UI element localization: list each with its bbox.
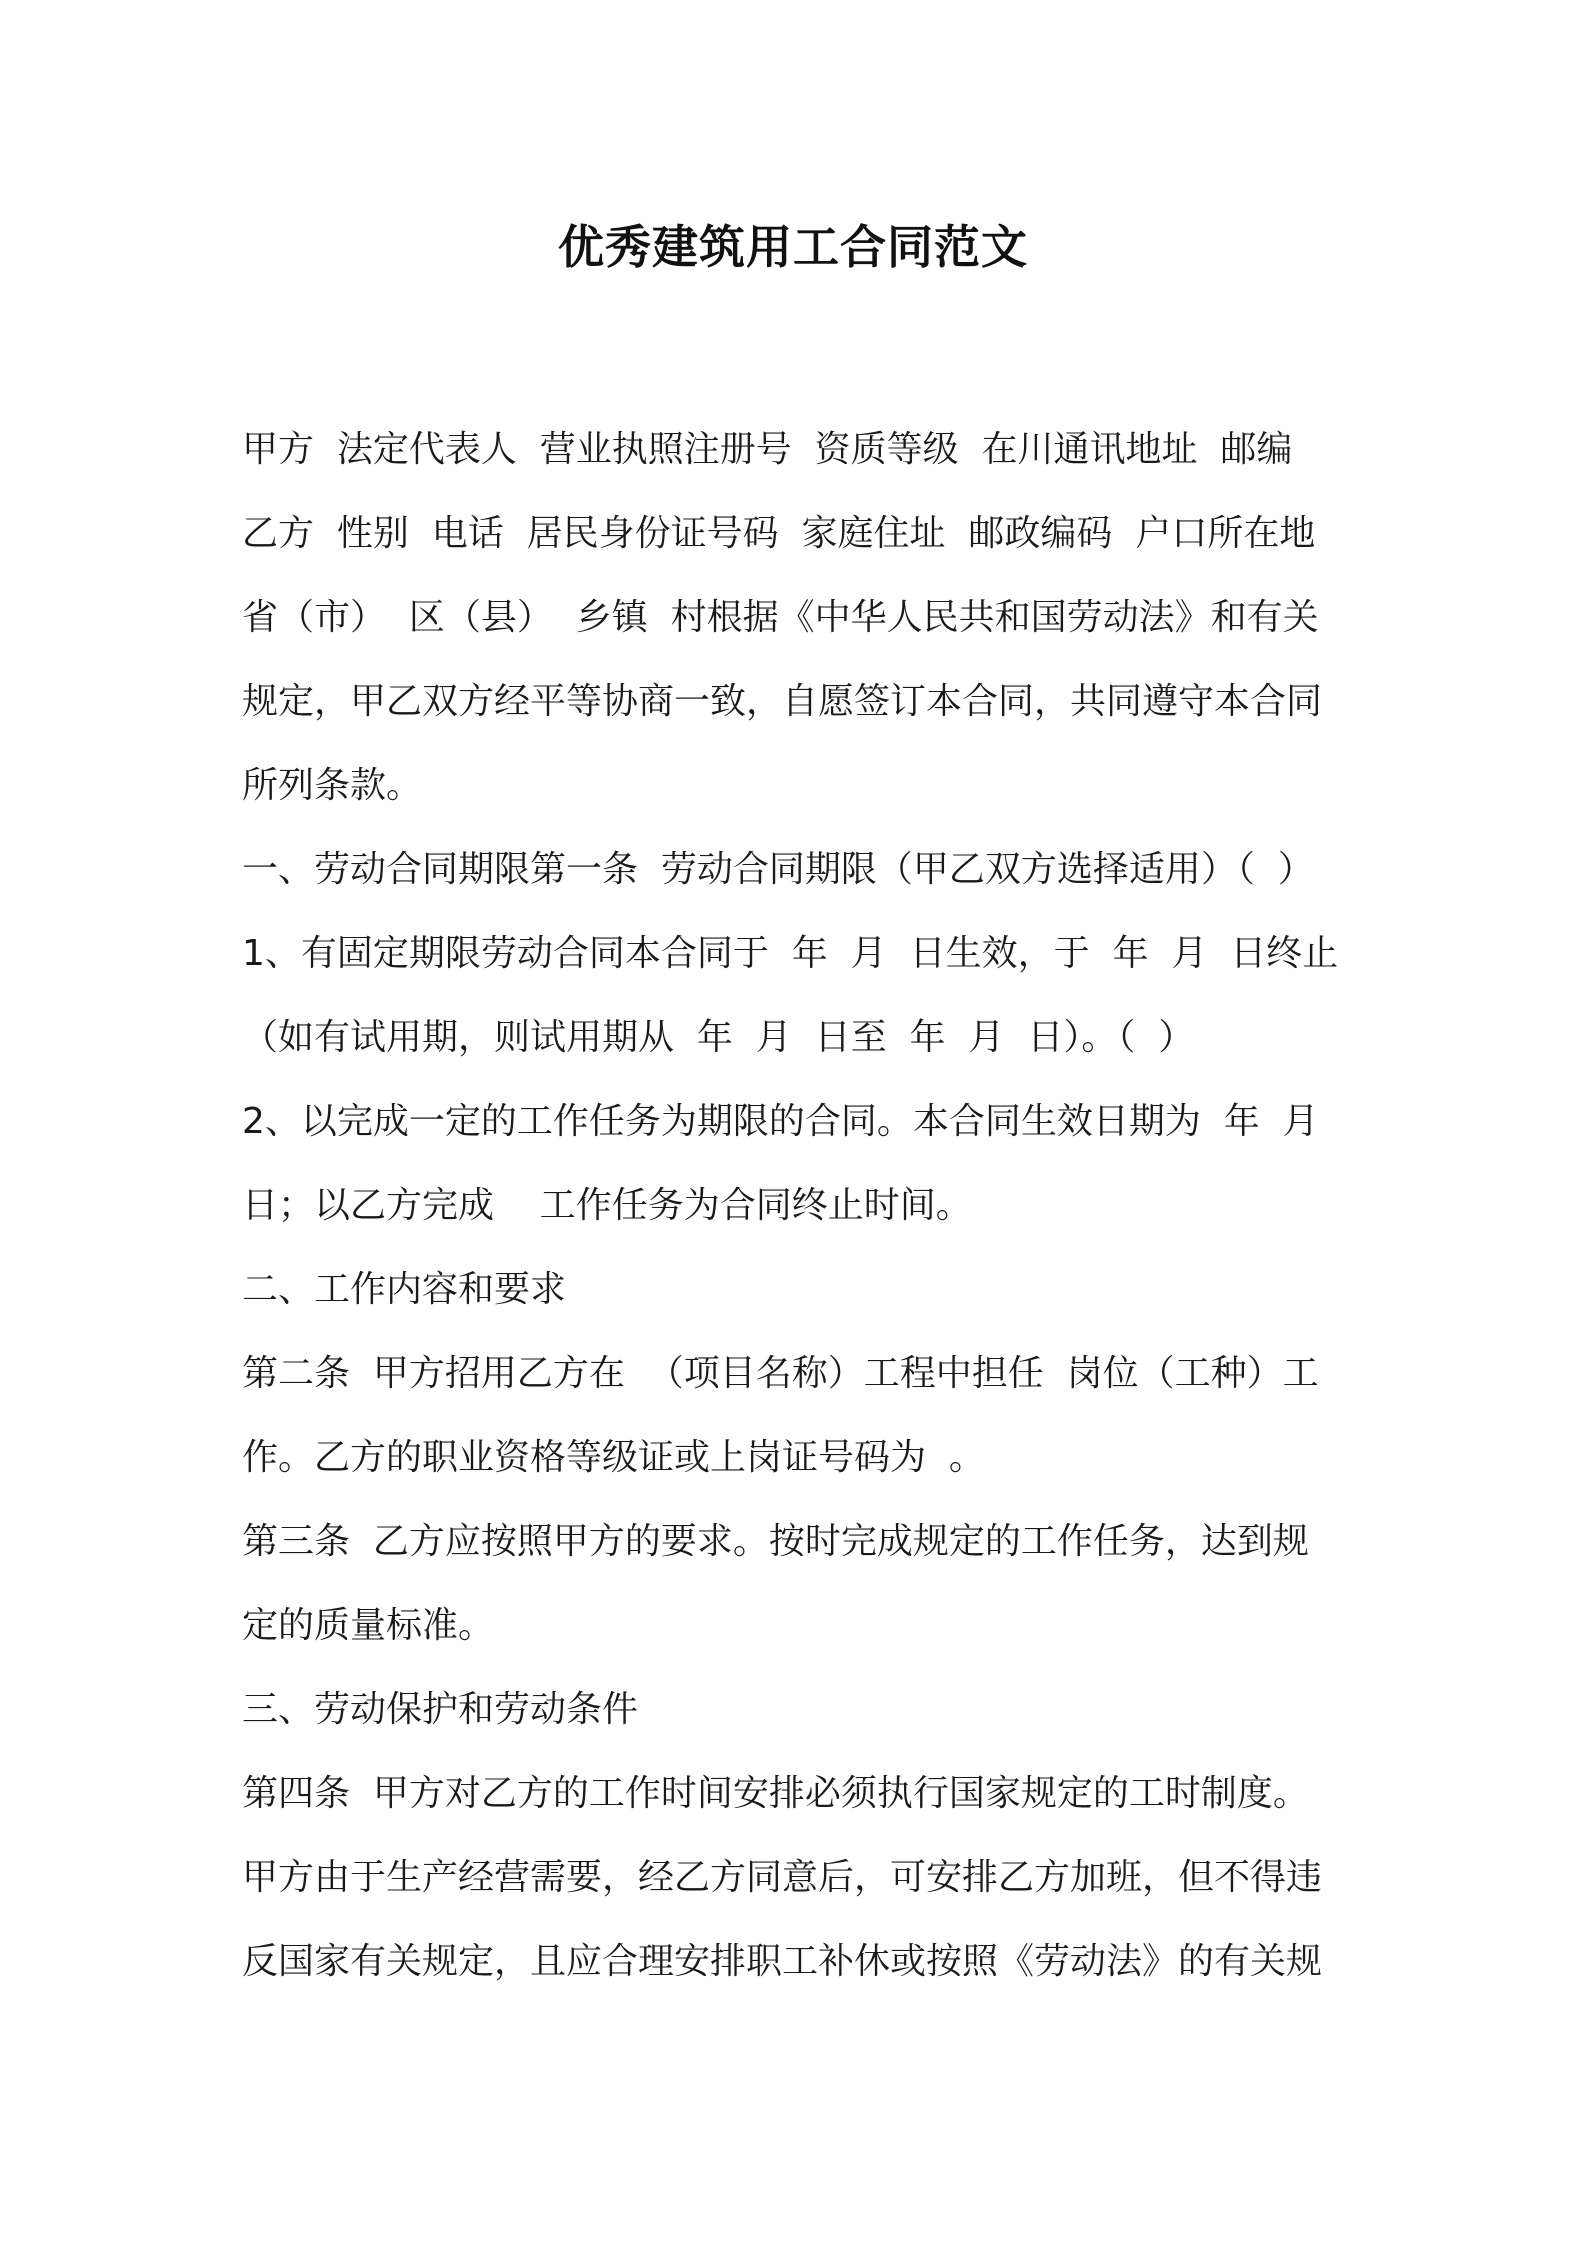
- paragraph-line: 日；以乙方完成 工作任务为合同终止时间。: [242, 1185, 972, 1226]
- section-heading-work-content: 二、工作内容和要求: [242, 1269, 567, 1310]
- paragraph-line: 第三条 乙方应按照甲方的要求。按时完成规定的工作任务，达到规: [242, 1521, 1309, 1562]
- paragraph-line: 1、有固定期限劳动合同本合同于 年 月 日生效，于 年 月 日终止: [242, 933, 1339, 974]
- document-title: 优秀建筑用工合同范文: [558, 220, 1028, 274]
- paragraph-line: 乙方 性别 电话 居民身份证号码 家庭住址 邮政编码 户口所在地: [242, 513, 1316, 554]
- paragraph-line: 省（市） 区（县） 乡镇 村根据《中华人民共和国劳动法》和有关: [242, 597, 1319, 638]
- paragraph-line: 规定，甲乙双方经平等协商一致，自愿签订本合同，共同遵守本合同: [242, 681, 1323, 722]
- paragraph-line: 第四条 甲方对乙方的工作时间安排必须执行国家规定的工时制度。: [242, 1773, 1309, 1814]
- paragraph-line: 反国家有关规定，且应合理安排职工补休或按照《劳动法》的有关规: [242, 1941, 1323, 1982]
- paragraph-line: 作。乙方的职业资格等级证或上岗证号码为 。: [242, 1437, 985, 1478]
- section-heading-contract-term: 一、劳动合同期限第一条 劳动合同期限（甲乙双方选择适用）（ ）: [242, 849, 1314, 890]
- paragraph-line: 所列条款。: [242, 765, 423, 806]
- paragraph-line: 定的质量标准。: [242, 1605, 495, 1646]
- paragraph-line: 第二条 甲方招用乙方在 （项目名称）工程中担任 岗位（工种）工: [242, 1353, 1319, 1394]
- paragraph-line: 2、以完成一定的工作任务为期限的合同。本合同生效日期为 年 月: [242, 1101, 1319, 1142]
- paragraph-line: （如有试用期，则试用期从 年 月 日至 年 月 日）。（ ）: [242, 1017, 1195, 1058]
- paragraph-line: 甲方 法定代表人 营业执照注册号 资质等级 在川通讯地址 邮编: [242, 429, 1293, 470]
- paragraph-line: 甲方由于生产经营需要，经乙方同意后，可安排乙方加班，但不得违: [242, 1857, 1323, 1898]
- document-body: [242, 408, 1362, 2004]
- section-heading-labor-protection: 三、劳动保护和劳动条件: [242, 1689, 639, 1730]
